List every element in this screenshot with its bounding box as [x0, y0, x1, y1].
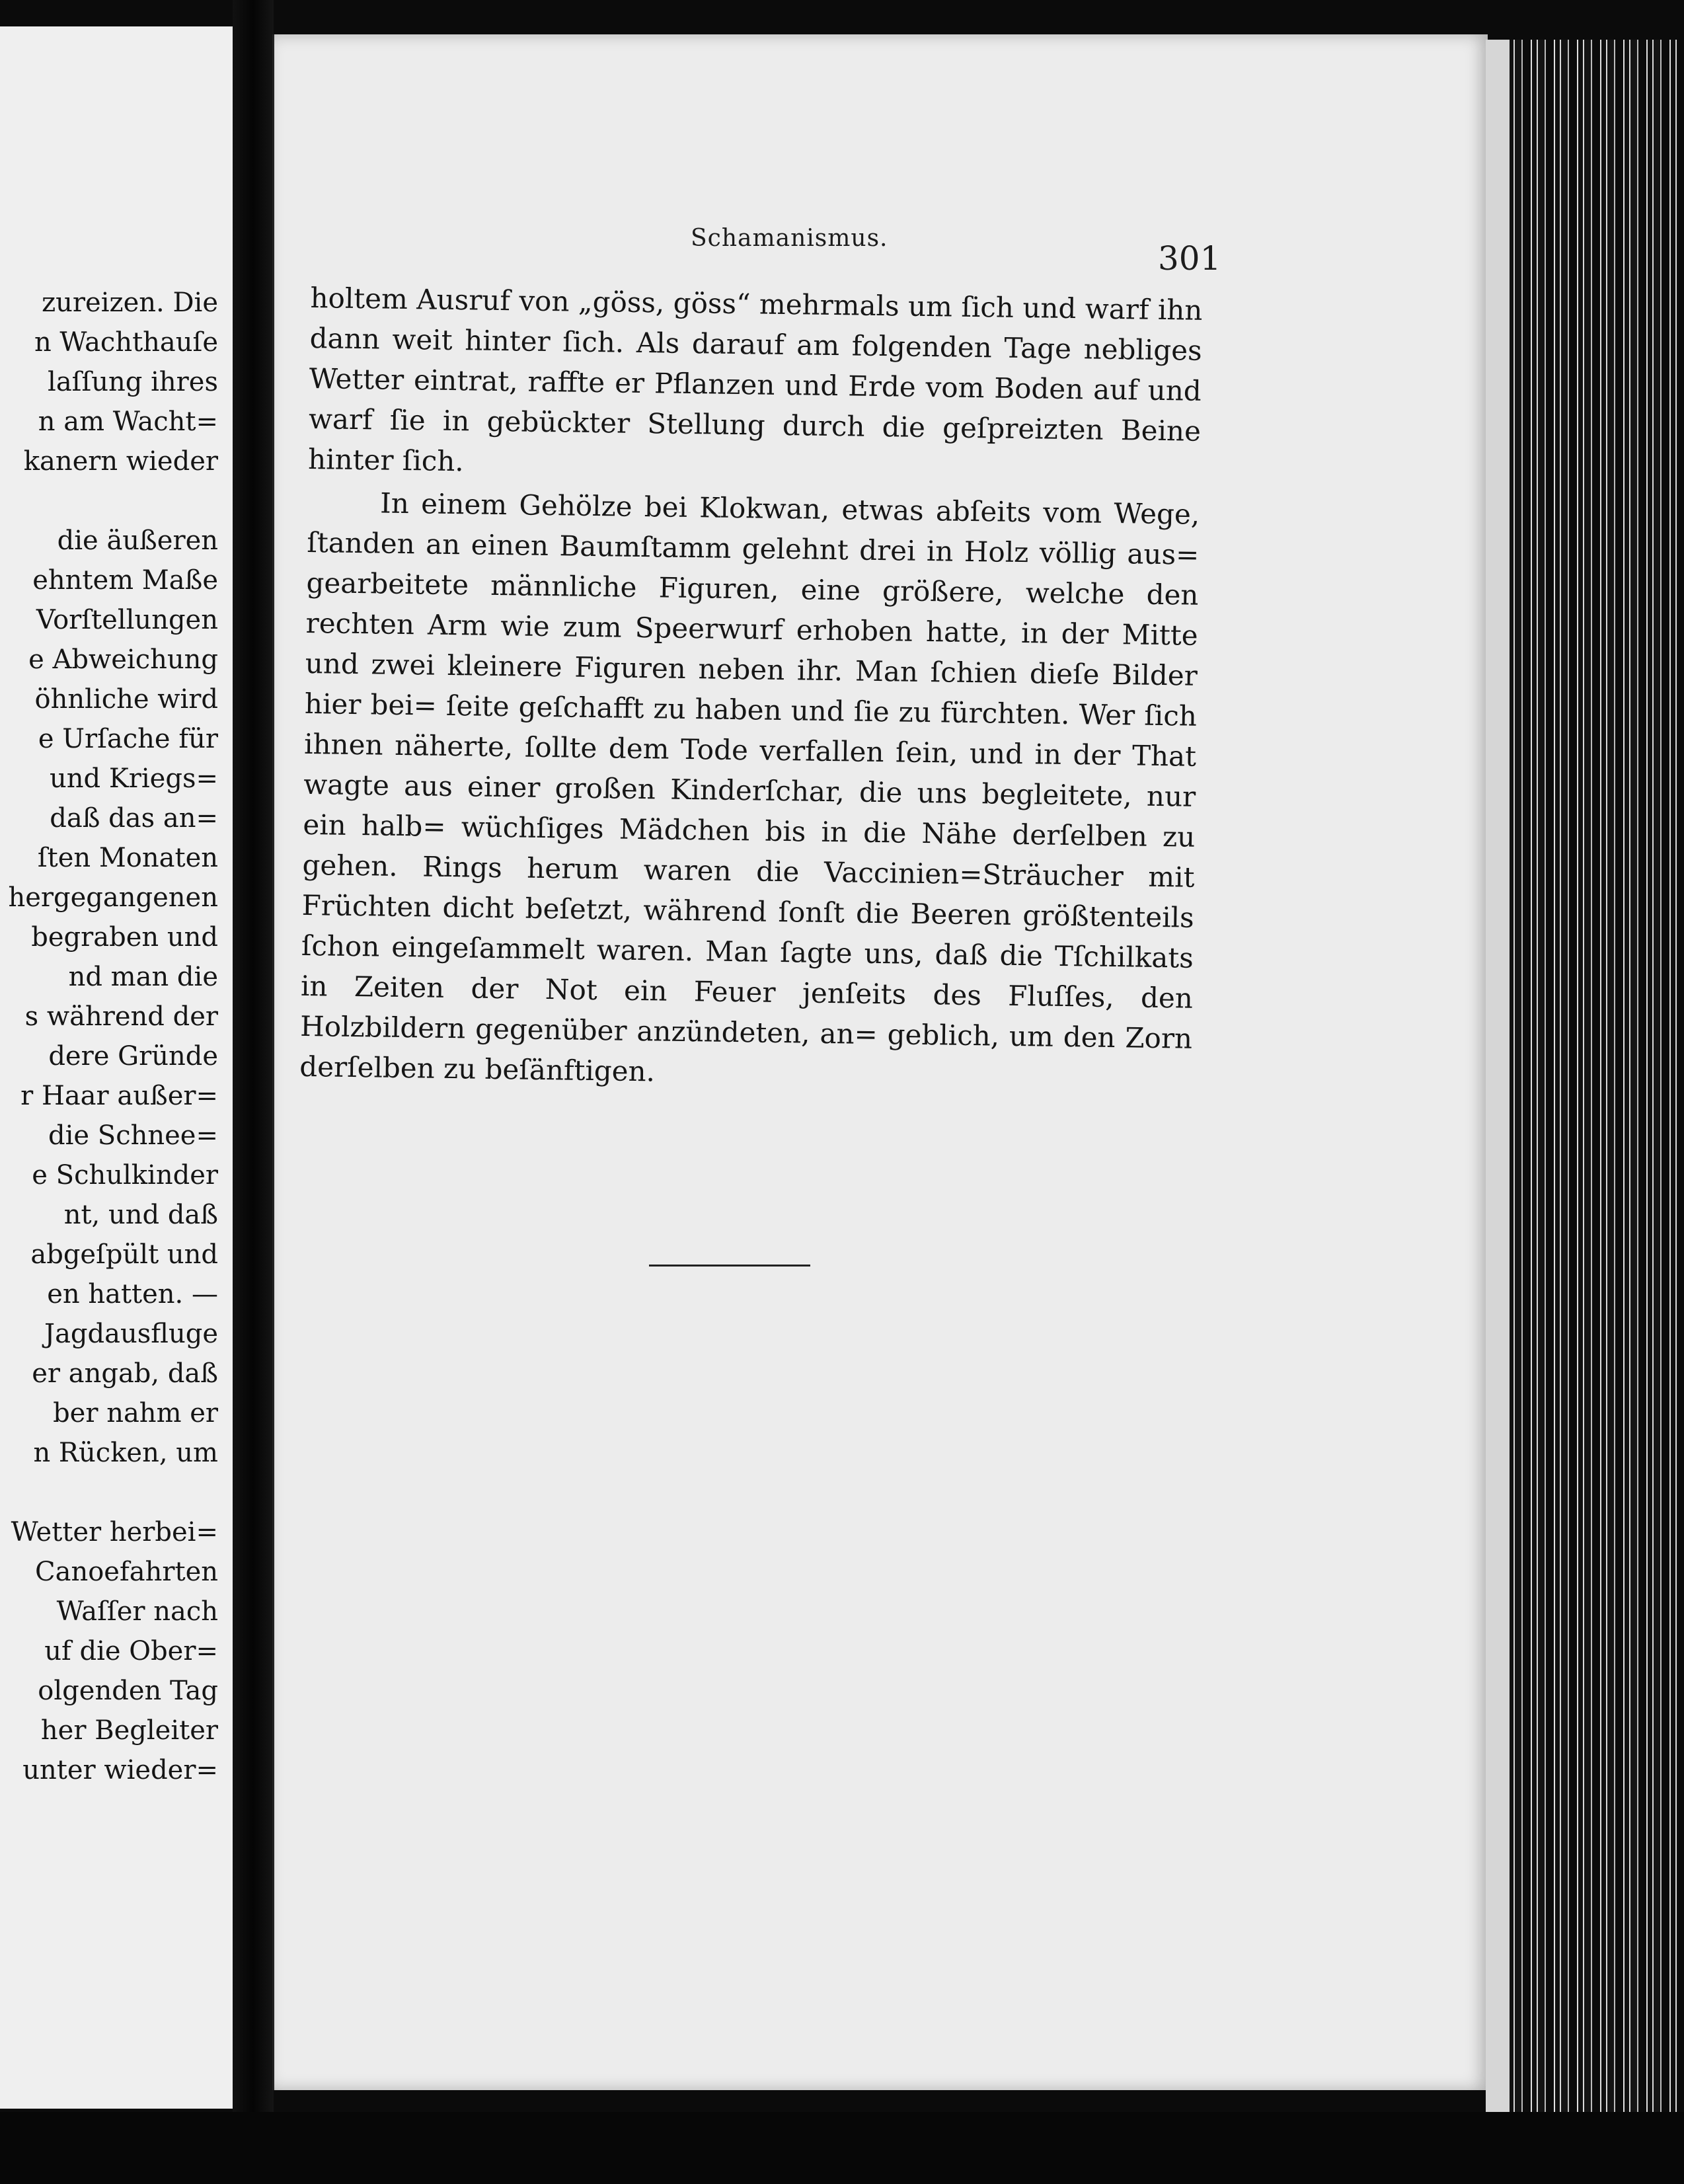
left-page-line: dere Gründe: [48, 1041, 218, 1072]
page-number: 301: [1158, 239, 1221, 278]
left-page-line: n Rücken, um: [33, 1438, 218, 1468]
left-page-line: her Begleiter: [40, 1715, 218, 1746]
left-page-line: uf die Ober=: [44, 1636, 218, 1666]
left-page-line: s während der: [24, 1001, 218, 1032]
left-page-line: olgenden Tag: [38, 1676, 218, 1706]
left-page-line: en hatten. —: [47, 1279, 218, 1309]
left-page-line: die Schnee=: [48, 1120, 218, 1151]
left-page-line: ber nahm er: [53, 1398, 218, 1428]
left-page-line: Jagdausfluge: [44, 1319, 218, 1349]
left-page-line: e Schulkinder: [32, 1160, 218, 1190]
left-page-line: abgeſpült und: [30, 1239, 218, 1270]
left-page-line: hergegangenen: [8, 882, 218, 913]
left-page-gap: [0, 481, 218, 521]
left-page-line: er angab, daß: [32, 1358, 218, 1389]
left-page-line: laſſung ihres: [48, 367, 218, 397]
left-page-line: und Kriegs=: [50, 763, 218, 794]
left-page-line: zureizen. Die: [42, 288, 218, 318]
left-page-line: die äußeren: [57, 526, 218, 556]
left-page-line: n am Wacht=: [38, 407, 218, 437]
section-rule: [649, 1265, 810, 1267]
left-page-line: Canoefahrten: [34, 1557, 218, 1587]
left-page-line: begraben und: [31, 922, 218, 953]
left-page-gap: [0, 1473, 218, 1512]
book-gutter: [233, 0, 274, 2184]
left-page-line: e Urſache für: [38, 724, 218, 754]
scan-border: [0, 2112, 1684, 2184]
paragraph-1: holtem Ausruf von „göss, göss“ mehrmals um ſich und warf ihn dann weit hinter ſich. Als darauf am folgenden Tage nebliges Wetter eintrat, raffte er Pflanzen und Erde vom Boden auf und warf ſie in gebückter Stellung durch die geſpreizten Beine hinter ſich.: [307, 281, 1203, 478]
running-head: Schamanismus.: [691, 225, 888, 252]
left-page-line: Vorſtellungen: [36, 605, 218, 635]
left-page-line: ſten Monaten: [37, 843, 218, 873]
left-page-line: nt, und daß: [63, 1200, 218, 1230]
page-stack-edge: [1486, 40, 1677, 2142]
left-page-line: ehntem Maße: [32, 565, 218, 596]
left-page-line: unter wieder=: [22, 1755, 218, 1785]
left-page-line: Waſſer nach: [56, 1596, 218, 1627]
paragraph-2: In einem Gehölze bei Klokwan, etwas abſeits vom Wege, ſtanden an einen Baumſtamm gelehnt drei in Holz völlig aus= gearbeitete männliche Figuren, eine größere, welche den rechten Arm wie zum Speerwurf erhoben hatte, in der Mitte und zwei kleinere Figuren neben ihr. Man ſchien dieſe Bilder hier bei= ſeite geſchafft zu haben und ſie zu fürchten. Wer ſich ihnen näherte, ſollte dem Tode verfallen ſein, und in der That wagte aus einer großen Kinderſchar, die uns begleitete, nur ein halb= wüchſiges Mädchen bis in die Nähe derſelben zu gehen. Rings herum waren die Vaccinien=Sträucher mit Früchten dicht beſetzt, während ſonſt die Beeren größtenteils ſchon eingeſammelt waren. Man ſagte uns, daß die Tſchilkats in Zeiten der Not ein Feuer jenſeits des Fluſſes, den Holzbildern gegenüber anzündeten, an= geblich, um den Zorn derſelben zu beſänftigen.: [299, 487, 1200, 1088]
left-page-line: nd man die: [68, 962, 218, 992]
left-page: [0, 26, 237, 2109]
left-page-line: kanern wieder: [23, 446, 218, 477]
left-page-line: n Wachthauſe: [34, 327, 218, 358]
left-page-text: [0, 283, 218, 1790]
left-page-line: e Abweichung: [28, 644, 218, 675]
body-text: [299, 278, 1203, 1099]
left-page-line: Wetter herbei=: [11, 1517, 218, 1547]
left-page-line: öhnliche wird: [34, 684, 218, 715]
left-page-line: daß das an=: [50, 803, 218, 834]
left-page-line: r Haar außer=: [20, 1081, 218, 1111]
